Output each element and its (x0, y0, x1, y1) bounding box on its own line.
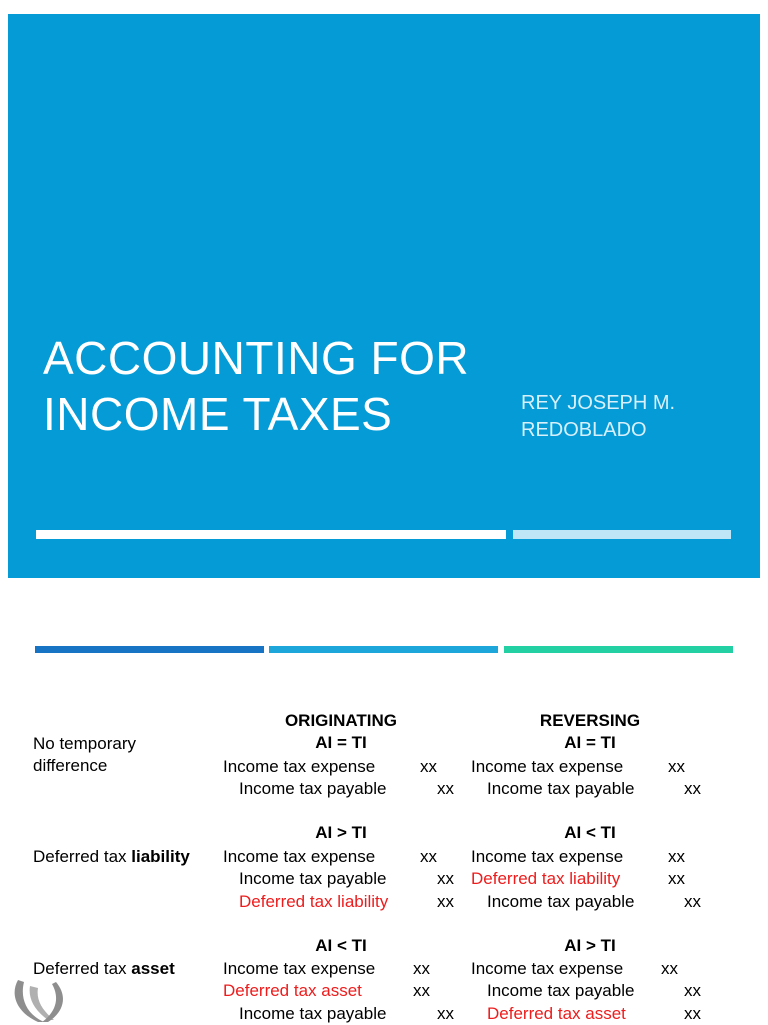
journal-account: Income tax payable (487, 779, 635, 798)
journal-amount: xx (437, 1004, 454, 1023)
condition-originating: AI > TI (315, 823, 367, 842)
journal-amount: xx (661, 959, 678, 978)
accent-bar-green (504, 646, 733, 653)
journal-account: Income tax payable (487, 981, 635, 1000)
accent-bar-blue (269, 646, 498, 653)
journal-amount: xx (420, 847, 437, 866)
title-slide (8, 14, 760, 578)
row-label-deferred-tax-liability (33, 846, 190, 868)
journal-amount: xx (684, 981, 701, 1000)
journal-account: Income tax payable (239, 1004, 387, 1023)
title-divider-bar (36, 530, 506, 539)
condition-originating: AI = TI (315, 733, 367, 752)
journal-account: Income tax payable (487, 892, 635, 911)
row-label-bold: asset (131, 959, 175, 978)
journal-amount: xx (668, 847, 685, 866)
row-label-no-temporary-line2: difference (33, 756, 108, 775)
condition-reversing: AI < TI (564, 823, 616, 842)
slide-title-line1: ACCOUNTING FOR (43, 332, 470, 384)
column-header-reversing: REVERSING (539, 711, 641, 730)
author-name (521, 390, 675, 444)
journal-account: Income tax payable (239, 779, 387, 798)
journal-amount: xx (437, 869, 454, 888)
journal-amount: xx (437, 892, 454, 911)
journal-account: Income tax expense (223, 847, 376, 866)
row-label-bold: liability (131, 847, 190, 866)
journal-account: Income tax expense (223, 757, 376, 776)
accent-bar-dark-blue (35, 646, 264, 653)
journal-amount: xx (420, 757, 437, 776)
column-header-originating: ORIGINATING (284, 711, 398, 730)
row-label-prefix: Deferred tax (33, 847, 132, 866)
journal-account-highlight: Deferred tax asset (487, 1004, 626, 1023)
journal-amount: xx (684, 779, 701, 798)
journal-amount: xx (413, 959, 430, 978)
logo-icon (8, 972, 74, 1024)
journal-amount: xx (413, 981, 430, 1000)
journal-amount: xx (684, 892, 701, 911)
row-label-no-temporary-line1: No temporary (33, 734, 136, 753)
author-line1: REY JOSEPH M. (521, 392, 676, 414)
slide-title-line2: INCOME TAXES (43, 388, 393, 440)
journal-amount: xx (668, 869, 685, 888)
title-divider-bar-light (513, 530, 731, 539)
journal-account: Income tax expense (471, 847, 624, 866)
journal-amount: xx (437, 779, 454, 798)
author-line2: REDOBLADO (521, 419, 647, 441)
journal-account: Income tax payable (239, 869, 387, 888)
journal-account: Income tax expense (471, 757, 624, 776)
row-label-prefix: Deferred tax (33, 959, 132, 978)
journal-account-highlight: Deferred tax liability (471, 869, 621, 888)
journal-account-highlight: Deferred tax liability (239, 892, 389, 911)
journal-amount: xx (684, 1004, 701, 1023)
condition-originating: AI < TI (315, 936, 367, 955)
journal-account: Income tax expense (223, 959, 376, 978)
condition-reversing: AI > TI (564, 936, 616, 955)
journal-account-highlight: Deferred tax asset (223, 981, 362, 1000)
condition-reversing: AI = TI (564, 733, 616, 752)
journal-amount: xx (668, 757, 685, 776)
slide-title (43, 330, 469, 442)
journal-account: Income tax expense (471, 959, 624, 978)
